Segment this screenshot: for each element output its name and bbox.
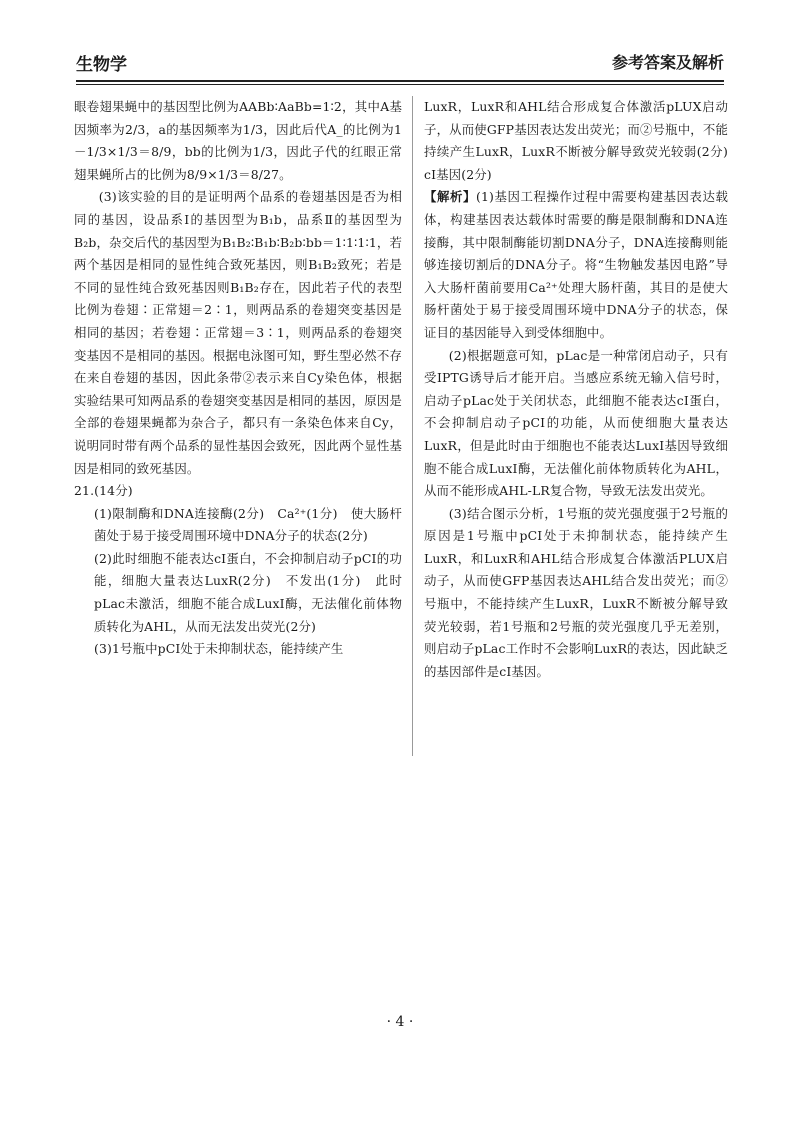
- explanation-paragraph-3: (3)结合图示分析，1号瓶的荧光强度强于2号瓶的原因是1号瓶中pCI处于未抑制状态，能持续产生LuxR，和LuxR和AHL结合形成复合体激活PLUX启动子，从而使GFP基因表达AHL结合发出荧光；而②号瓶中，不能持续产生LuxR，LuxR不断被分解导致荧光较弱，若1号瓶和2号瓶的荧光强度几乎无差别，则启动子pLac工作时不会影响LuxR的表达，因此缺乏的基因部件是cI基因。: [424, 505, 728, 679]
- right-column: [424, 96, 741, 683]
- answer-part-1: (1)限制酶和DNA连接酶(2分) Ca²⁺(1分) 使大肠杆菌处于易于接受周围环境中DNA分子的状态(2分): [94, 505, 402, 544]
- question-21-heading: 21.(14分): [74, 483, 133, 499]
- left-column: [74, 96, 402, 661]
- explanation-text-1: (1)基因工程操作过程中需要构建基因表达载体，构建基因表达载体时需要的酶是限制酶和DNA连接酶，其中限制酶能切割DNA分子，DNA连接酶则能够连接切割后的DNA分子。将“生物触发基因电路”导入大肠杆菌前要用Ca²⁺处理大肠杆菌，其目的是使大肠杆菌处于易于接受周围环境中DNA分子的状态，保证目的基因能导入到受体细胞中。: [424, 189, 728, 340]
- page-number: · 4 ·: [386, 1014, 414, 1030]
- right-paragraph-1: LuxR，LuxR和AHL结合形成复合体激活pLUX启动子，从而使GFP基因表达发出荧光；而②号瓶中，不能持续产生LuxR，LuxR不断被分解导致荧光较弱(2分) cI基因(2分): [424, 99, 741, 182]
- explanation-paragraph-2: (2)根据题意可知，pLac是一种常闭启动子，只有受IPTG诱导后才能开启。当感应系统无输入信号时，启动子pLac处于关闭状态，此细胞不能表达cI蛋白，不会抑制启动子pCI的功能，从而使细胞大量表达LuxR，但是此时由于细胞也不能表达LuxI基因导致细胞不能合成LuxI酶，无法催化前体物质转化为AHL，从而不能形成AHL-LR复合物，导致无法发出荧光。: [424, 347, 728, 499]
- explanation-label: 【解析】: [424, 189, 476, 205]
- column-divider: [412, 96, 413, 756]
- header-rule-thin: [76, 84, 724, 85]
- left-paragraph-1: 眼卷翅果蝇中的基因型比例为AABb∶AaBb=1∶2，其中A基因频率为2/3，a的基因频率为1/3，因此后代A_的比例为1－1/3×1/3＝8/9，bb的比例为1/3，因此子代的红眼正常翅果蝇所占的比例为8/9×1/3＝8/27。: [74, 99, 402, 182]
- section-title: 参考答案及解析: [611, 53, 724, 72]
- subject-title: 生物学: [76, 55, 127, 75]
- explanation-paragraph-1: [424, 186, 728, 344]
- header-rule: [76, 80, 724, 82]
- page-header: [76, 50, 724, 78]
- answer-part-2: (2)此时细胞不能表达cI蛋白，不会抑制启动子pCI的功能，细胞大量表达LuxR(2分) 不发出(1分) 此时pLac未激活，细胞不能合成LuxI酶，无法催化前体物质转化为AHL，从而无法发出荧光(2分): [94, 550, 402, 634]
- answer-part-3: (3)1号瓶中pCI处于未抑制状态，能持续产生: [94, 641, 344, 657]
- left-paragraph-2: (3)该实验的目的是证明两个品系的卷翅基因是否为相同的基因，设品系Ⅰ的基因型为B₁b，品系Ⅱ的基因型为B₂b，杂交后代的基因型为B₁B₂∶B₁b∶B₂b∶bb＝1∶1∶1∶1，若两个基因是相同的显性纯合致死基因，则B₁B₂致死；若是不同的显性纯合致死基因则B₁B₂存在，因此若子代的表型比例为卷翅∶正常翅＝2∶1，则两品系的卷翅突变基因是相同的基因；若卷翅∶正常翅＝3∶1，则两品系的卷翅突变基因不是相同的基因。根据电泳图可知，野生型必然不存在来自卷翅的基因，因此条带②表示来自Cy染色体，根据实验结果可知两品系的卷翅突变基因是相同的基因，原因是全部的卷翅果蝇都为杂合子，都只有一条染色体来自Cy，说明同时带有两个品系的显性基因会致死，因此两个显性基因是相同的致死基因。: [74, 189, 402, 476]
